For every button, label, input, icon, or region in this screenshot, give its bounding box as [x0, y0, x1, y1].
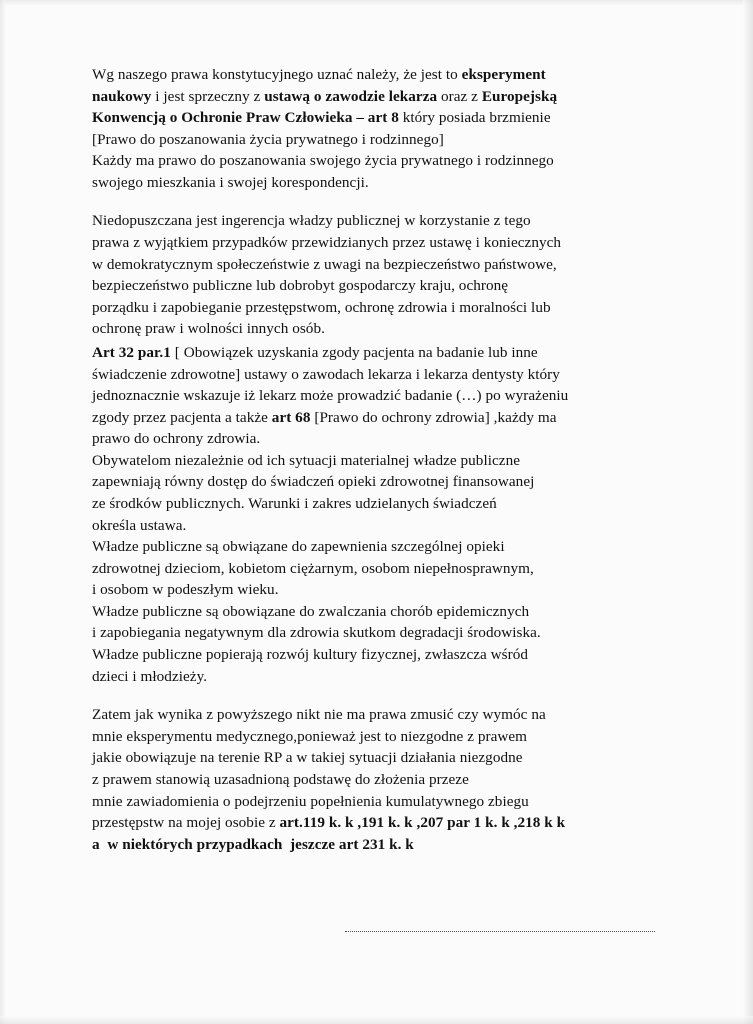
text-run: porządku i zapobieganie przestępstwom, ochronę zdrowia i moralności lub [92, 298, 551, 316]
paragraph-8 [92, 704, 662, 855]
text-run: jednoznacznie wskazuje iż lekarz może prowadzić badanie (…) po wyrażeniu [92, 387, 569, 405]
text-run: bezpieczeństwo publiczne lub dobrobyt gospodarczy kraju, ochronę [92, 277, 509, 295]
text-run: Zatem jak wynika z powyższego nikt nie ma prawa zmusić czy wymóc na [92, 706, 546, 724]
emphasis-run: naukowy [92, 87, 152, 105]
paragraph-2 [92, 210, 662, 339]
paragraph-6 [92, 601, 662, 644]
text-run: w demokratycznym społeczeństwie z uwagi na bezpieczeństwo państwowe, [92, 255, 557, 273]
emphasis-run: Konwencją o Ochronie Praw Człowieka – art 8 [92, 109, 399, 127]
text-run: Wg naszego prawa konstytucyjnego uznać należy, że jest to eksperyment [92, 66, 546, 83]
page-edge-bottom [0, 1016, 753, 1024]
text-run: Władze publiczne są obwiązane do zapewnienia szczególnej opieki [92, 538, 505, 556]
text-run: [Prawo do poszanowania życia prywatnego i rodzinnego] [92, 130, 444, 148]
paragraph-4 [92, 450, 662, 536]
emphasis-run: art.119 k. k ,191 k. k ,207 par 1 k. k ,218 k k [279, 814, 566, 832]
text-run: prawa z wyjątkiem przypadków przewidzianych przez ustawę i koniecznych [92, 234, 562, 252]
text-run: Art 32 par.1 [ Obowiązek uzyskania zgody pacjenta na badanie lub inne [92, 343, 538, 361]
text-run: mnie zawiadomienia o podejrzeniu popełnienia kumulatywnego zbiegu [92, 792, 529, 810]
text-run: Każdy ma prawo do poszanowania swojego życia prywatnego i rodzinnego [92, 152, 554, 170]
text-run [92, 834, 662, 856]
text-run: prawo do ochrony zdrowia. [92, 430, 261, 448]
emphasis-run: a w niektórych przypadkach jeszcze art 231 k. k [92, 835, 414, 853]
paragraph-7 [92, 644, 662, 687]
text-run: naukowy i jest sprzeczny z ustawą o zawodzie lekarza oraz z Europejską [92, 87, 558, 105]
page-edge-top [0, 0, 753, 6]
text-run: określa ustawa. [92, 516, 187, 534]
text-run: jakie obowiązuje na terenie RP a w takiej sytuacji działania niezgodne [92, 749, 523, 767]
text-run: dzieci i młodzieży. [92, 667, 208, 685]
text-run: zdrowotnej dzieciom, kobietom ciężarnym, osobom niepełnosprawnym, [92, 559, 534, 577]
text-run: i zapobiegania negatywnym dla zdrowia skutkom degradacji środowiska. [92, 624, 541, 642]
text-run: zgody przez pacjenta a także art 68 [Prawo do ochrony zdrowia] ,każdy ma [92, 408, 557, 426]
paragraph-spacer [92, 687, 662, 704]
emphasis-run: ustawą o zawodzie lekarza [264, 87, 438, 105]
signature-dotted-line [345, 930, 655, 932]
text-run: swojego mieszkania i swojej korespondencji. [92, 173, 369, 191]
page-edge-right [743, 0, 753, 1024]
emphasis-run: eksperyment [461, 66, 546, 83]
text-run: Władze publiczne są obowiązane do zwalczania chorób epidemicznych [92, 602, 530, 620]
text-run: mnie eksperymentu medycznego,ponieważ jest to niezgodne z prawem [92, 727, 528, 745]
text-run: z prawem stanowią uzasadnioną podstawę do złożenia przeze [92, 770, 469, 788]
page-edge-left [0, 0, 6, 1024]
emphasis-run: Europejską [481, 87, 558, 105]
text-run: i osobom w podeszłym wieku. [92, 581, 279, 599]
paragraph-spacer [92, 193, 662, 210]
text-run: Niedopuszczana jest ingerencja władzy publicznej w korzystanie z tego [92, 212, 531, 230]
text-run: Władze publiczne popierają rozwój kultury fizycznej, zwłaszcza wśród [92, 646, 529, 664]
text-run: świadczenie zdrowotne] ustawy o zawodach lekarza i lekarza dentysty który [92, 365, 560, 383]
paragraph-5 [92, 536, 662, 601]
text-run: Konwencją o Ochronie Praw Człowieka – art 8 który posiada brzmienie [92, 109, 551, 127]
text-run: ochronę praw i wolności innych osób. [92, 320, 325, 338]
document-body [92, 64, 662, 855]
text-run: ze środków publicznych. Warunki i zakres udzielanych świadczeń [92, 494, 497, 512]
paragraph-3 [92, 342, 662, 450]
emphasis-run: Art 32 par.1 [92, 343, 171, 361]
text-run: Obywatelom niezależnie od ich sytuacji materialnej władze publiczne [92, 451, 520, 469]
text-run: zapewniają równy dostęp do świadczeń opieki zdrowotnej finansowanej [92, 473, 535, 491]
text-run: przestępstw na mojej osobie z art.119 k. k ,191 k. k ,207 par 1 k. k ,218 k k [92, 814, 566, 832]
paragraph-1 [92, 64, 662, 193]
emphasis-run: art 68 [271, 408, 311, 426]
